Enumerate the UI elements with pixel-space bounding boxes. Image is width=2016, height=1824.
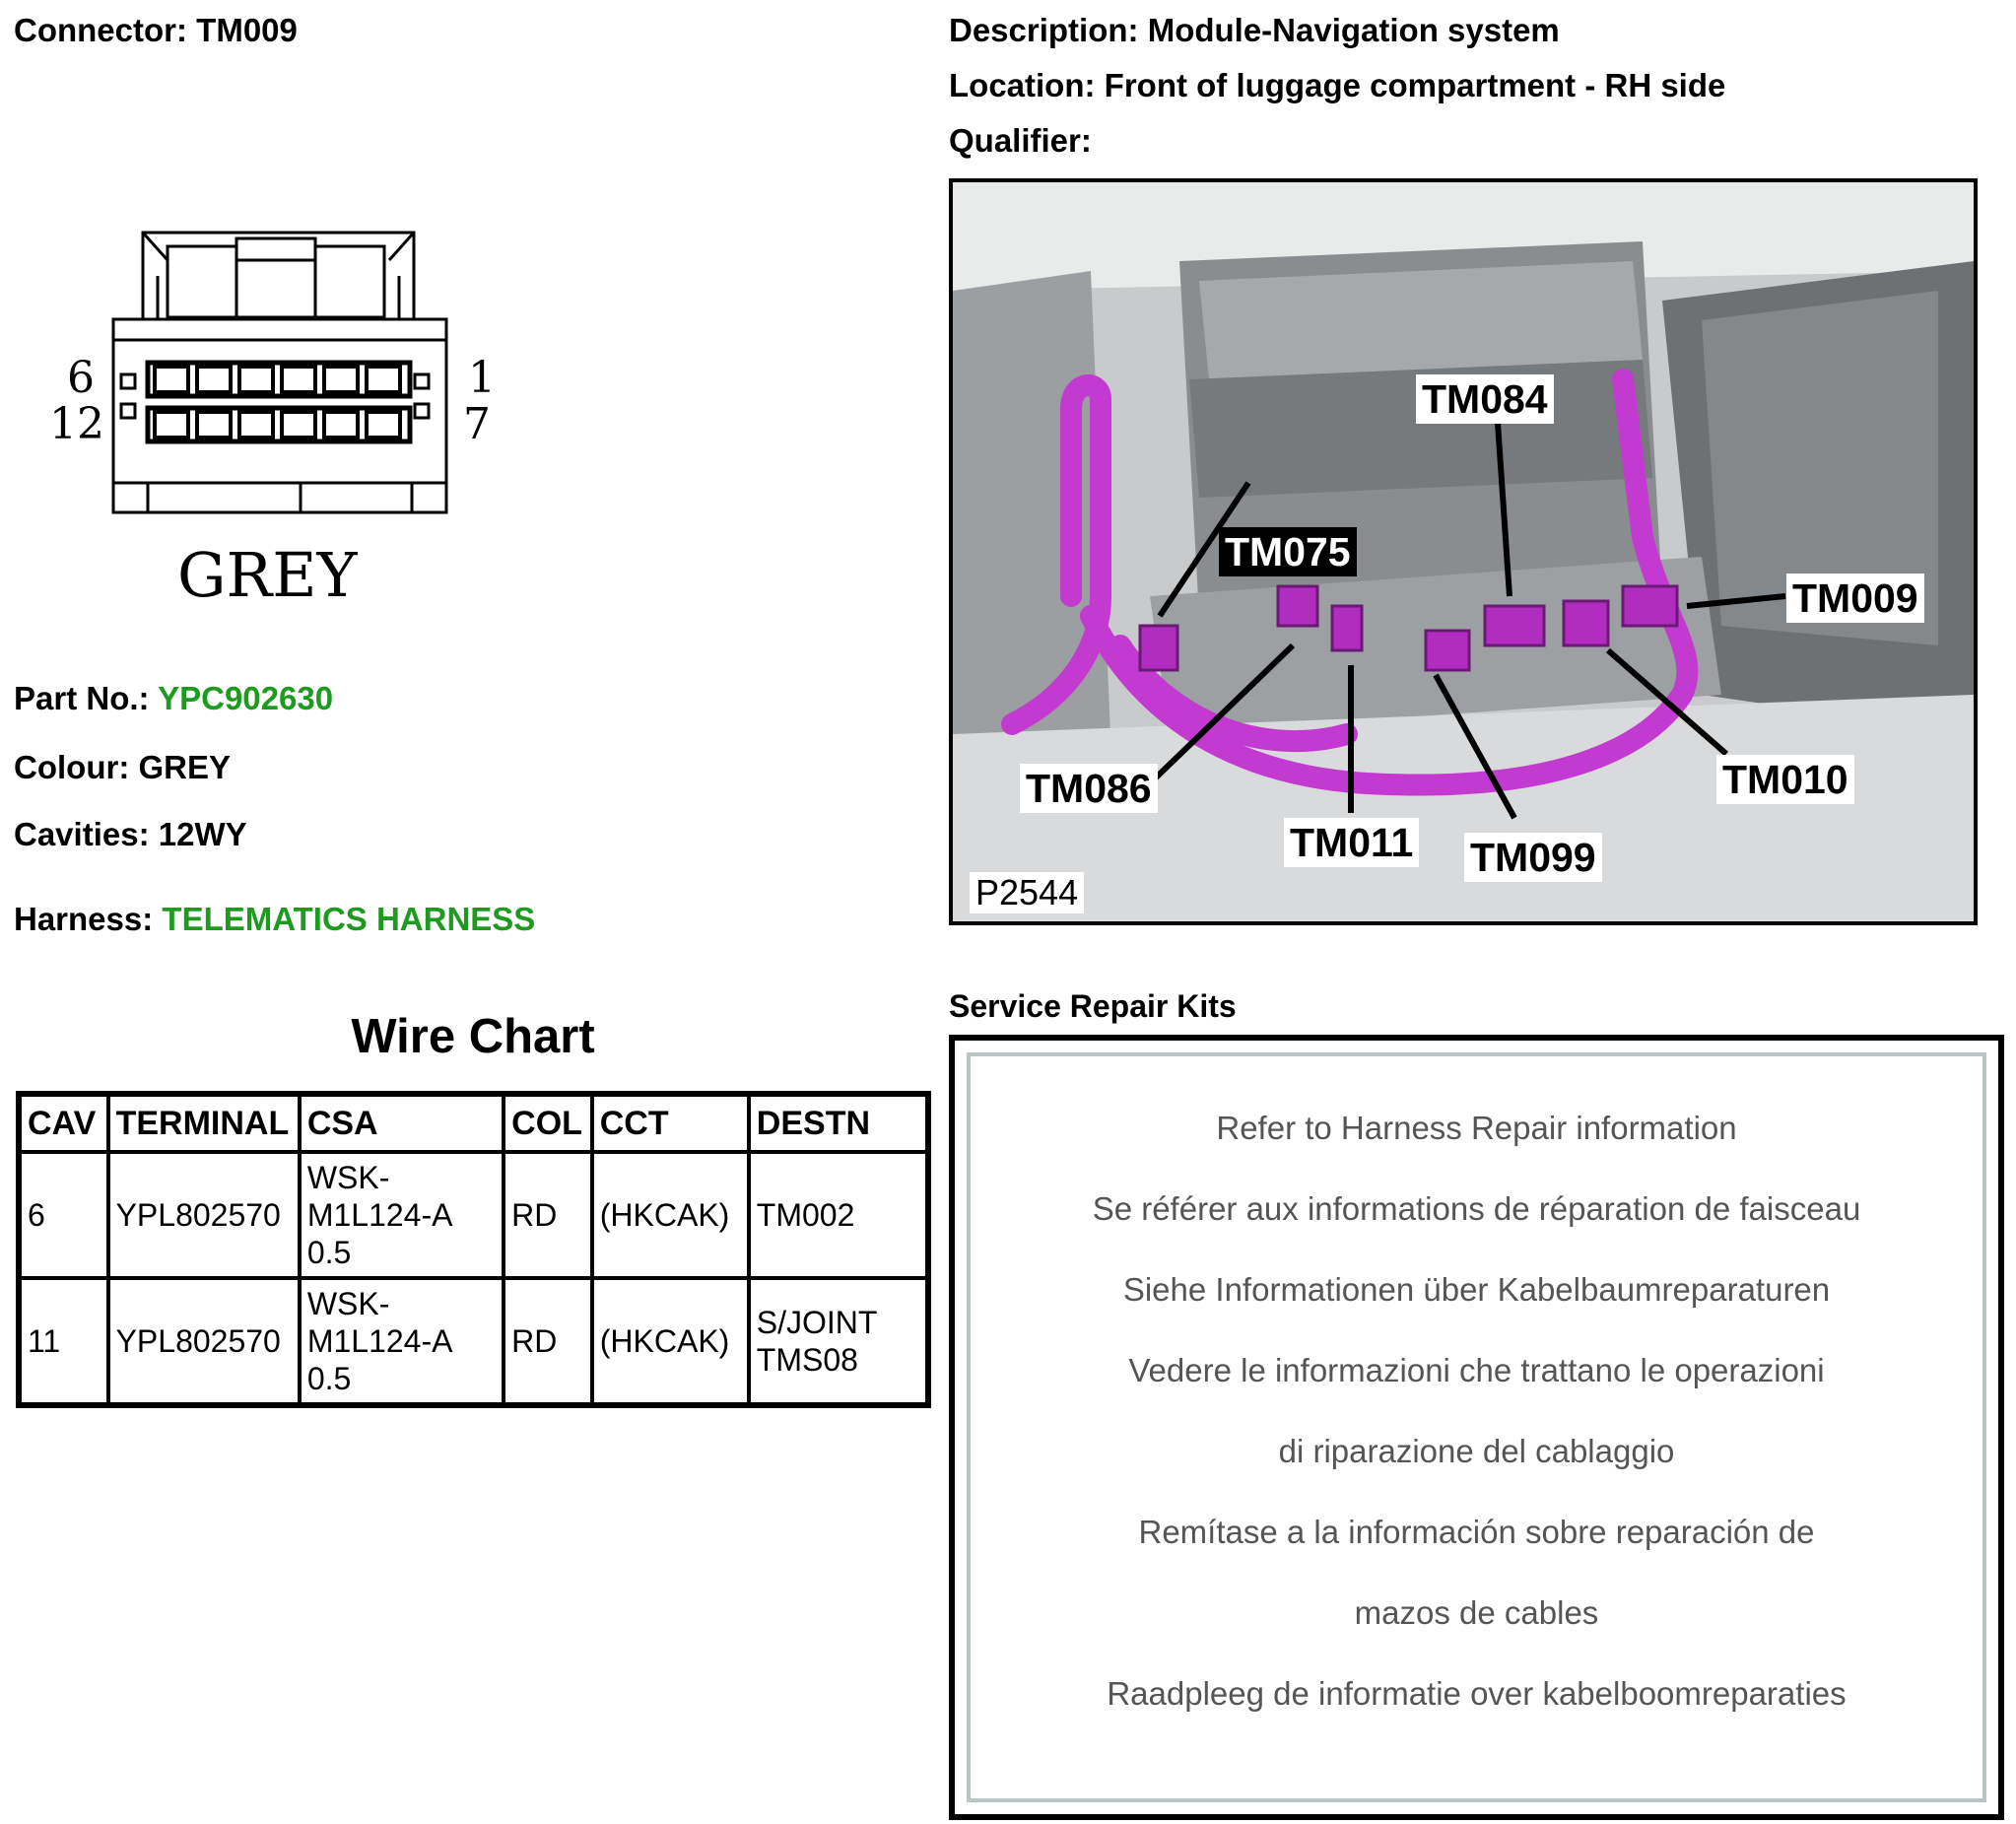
callout-tm086: TM086: [1020, 764, 1158, 813]
cell-csa: [300, 1278, 504, 1405]
connector-id: TM009: [196, 12, 298, 48]
repair-kit-line: mazos de cables: [1354, 1594, 1599, 1631]
illustration-ref: P2544: [970, 872, 1084, 913]
table-row: [19, 1152, 928, 1278]
cavity: [197, 412, 231, 438]
callout-tm099: TM099: [1464, 833, 1602, 882]
cell-cct: (HKCAK): [592, 1278, 749, 1405]
repair-kit-line: Vedere le informazioni che trattano le operazioni: [1128, 1352, 1825, 1388]
cavity: [155, 367, 188, 392]
connector-label: Connector: TM009: [14, 12, 298, 48]
cell-destn: [749, 1278, 928, 1405]
cavity: [197, 367, 231, 392]
cavity: [239, 412, 273, 438]
pin-number-6: 6: [67, 353, 95, 403]
wire-chart-title: Wire Chart: [351, 1010, 595, 1063]
header-destn: DESTN: [749, 1094, 928, 1152]
cavities-value: 12WY: [158, 816, 247, 852]
csa-line: 0.5: [306, 1361, 352, 1396]
header-terminal: TERMINAL: [108, 1094, 300, 1152]
repair-kits-title: Service Repair Kits: [949, 988, 1237, 1024]
cavity: [324, 367, 358, 392]
location-value: Front of luggage compartment - RH side: [1104, 67, 1726, 103]
part-no-label: Part No.: YPC902630: [14, 680, 334, 716]
csa-line: 0.5: [306, 1235, 352, 1270]
part-no-link[interactable]: YPC902630: [158, 680, 334, 716]
cavity: [155, 412, 188, 438]
pin-number-12: 12: [49, 399, 104, 449]
destn-link[interactable]: TM002: [756, 1197, 855, 1233]
pin-number-7: 7: [463, 399, 491, 449]
cavity: [367, 412, 400, 438]
cell-cav: 6: [19, 1152, 108, 1278]
repair-kit-line: Raadpleeg de informatie over kabelboomreparaties: [1107, 1675, 1847, 1712]
location-label: Location: Front of luggage compartment - RH side: [949, 67, 1726, 103]
cell-col: RD: [504, 1278, 592, 1405]
callout-tm084: TM084: [1416, 374, 1554, 424]
csa-line: WSK-: [306, 1160, 390, 1195]
header-csa: CSA: [300, 1094, 504, 1152]
cell-cav: 11: [19, 1278, 108, 1405]
callout-tm075: TM075: [1219, 527, 1357, 576]
pin-number-1: 1: [468, 353, 496, 403]
header-cct: CCT: [592, 1094, 749, 1152]
wire-chart-header-row: [19, 1094, 928, 1152]
description-value: Module-Navigation system: [1147, 12, 1560, 48]
connector-face-diagram: [20, 217, 512, 631]
cell-cct: (HKCAK): [592, 1152, 749, 1278]
cavity: [239, 367, 273, 392]
repair-kits-inner-frame: [967, 1052, 1986, 1802]
cell-csa: [300, 1152, 504, 1278]
repair-kit-line: Se référer aux informations de réparation de faisceau: [1092, 1190, 1861, 1227]
cavities-label: Cavities: 12WY: [14, 816, 247, 852]
cell-terminal: YPL802570: [108, 1278, 300, 1405]
cell-destn: [749, 1152, 928, 1278]
header-col: COL: [504, 1094, 592, 1152]
repair-kit-line: Refer to Harness Repair information: [1216, 1110, 1737, 1146]
harness-label: Harness: TELEMATICS HARNESS: [14, 901, 536, 937]
table-row: [19, 1278, 928, 1405]
repair-kit-line: Remítase a la información sobre reparación de: [1138, 1514, 1815, 1550]
cell-terminal: YPL802570: [108, 1152, 300, 1278]
cavity: [324, 412, 358, 438]
cavity: [367, 367, 400, 392]
callout-tm010: TM010: [1716, 755, 1854, 804]
repair-kits-box: [949, 1035, 2004, 1820]
csa-line: M1L124-A: [306, 1323, 453, 1359]
cavity: [282, 367, 315, 392]
cell-col: RD: [504, 1152, 592, 1278]
destn-link[interactable]: S/JOINT: [756, 1305, 878, 1340]
location-illustration: [949, 178, 1978, 925]
description-label: Description: Module-Navigation system: [949, 12, 1560, 48]
repair-kit-line: Siehe Informationen über Kabelbaumreparaturen: [1122, 1271, 1831, 1308]
qualifier-label: Qualifier:: [949, 122, 1092, 159]
csa-line: M1L124-A: [306, 1197, 453, 1233]
callout-tm009: TM009: [1786, 574, 1924, 623]
header-cav: CAV: [19, 1094, 108, 1152]
wire-chart-table: [16, 1091, 931, 1408]
cavity: [282, 412, 315, 438]
colour-value: GREY: [138, 749, 232, 785]
harness-link[interactable]: TELEMATICS HARNESS: [162, 901, 536, 937]
destn-link[interactable]: TMS08: [756, 1342, 858, 1378]
csa-line: WSK-: [306, 1286, 390, 1321]
repair-kit-line: di riparazione del cablaggio: [1278, 1433, 1675, 1469]
connector-colour-text: GREY: [177, 539, 358, 611]
colour-label: Colour: GREY: [14, 749, 232, 785]
callout-tm011: TM011: [1284, 818, 1419, 867]
